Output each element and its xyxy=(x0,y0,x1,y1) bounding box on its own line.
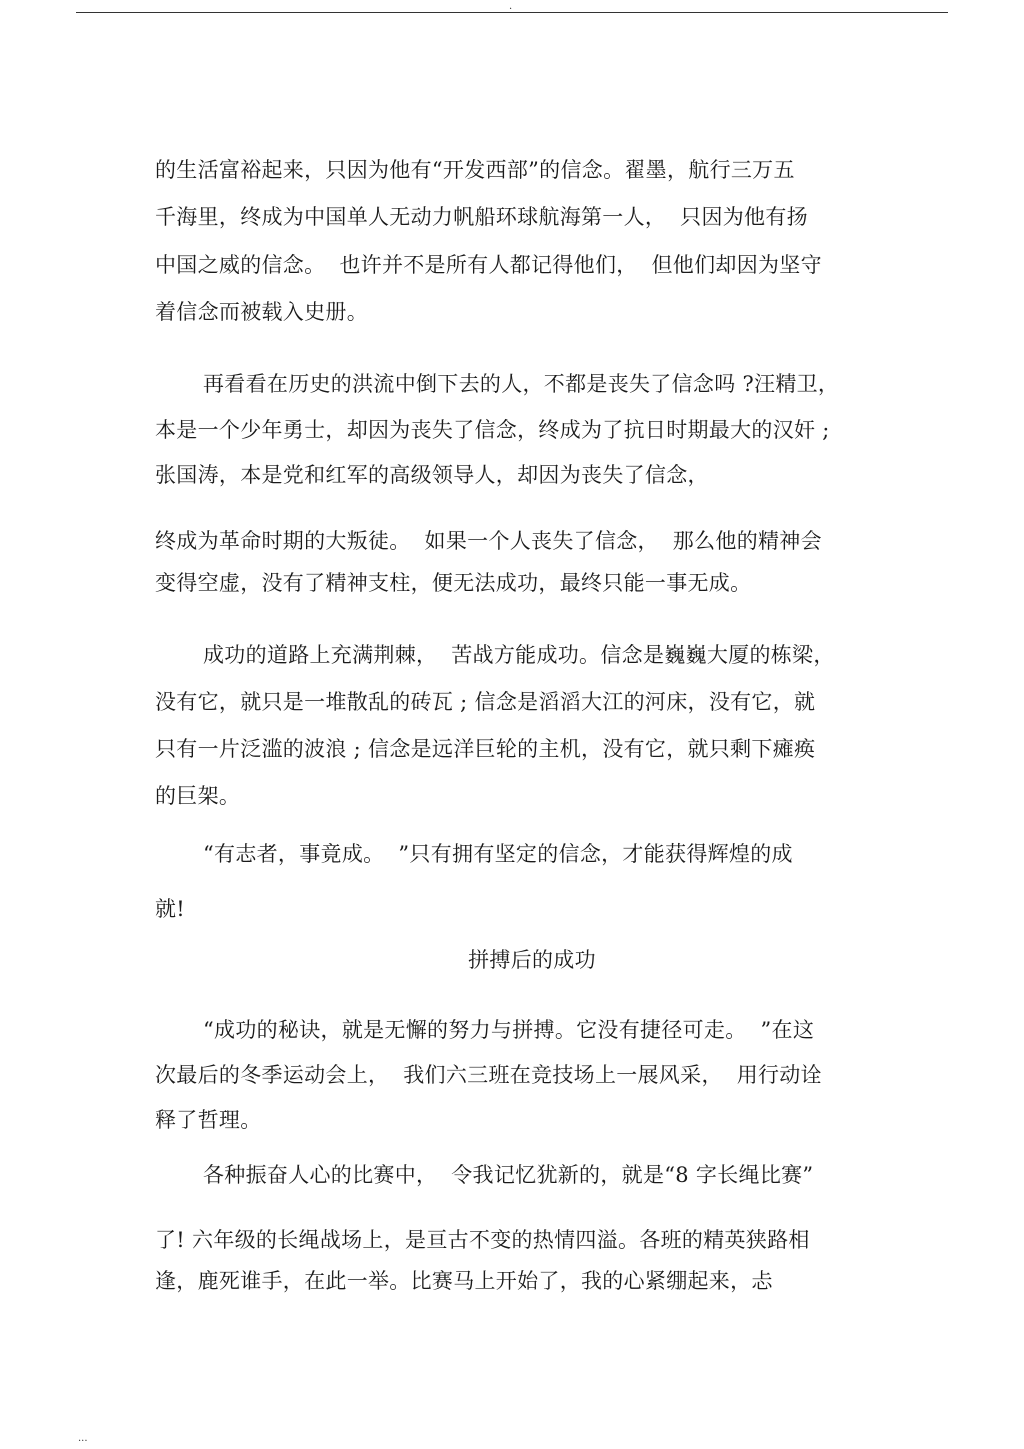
paragraph-line: “成功的秘诀，就是无懈的努力与拼搏。它没有捷径可走。 ”在这 xyxy=(203,1018,815,1042)
paragraph-line: “有志者，事竟成。 ”只有拥有坚定的信念，才能获得辉煌的成 xyxy=(203,842,793,866)
paragraph-line: 张国涛，本是党和红军的高级领导人，却因为丧失了信念， xyxy=(155,463,709,487)
paragraph-line: 了! 六年级的长绳战场上，是亘古不变的热情四溢。各班的精英狭路相 xyxy=(155,1228,810,1252)
paragraph-line: 终成为革命时期的大叛徒。 如果一个人丧失了信念， 那么他的精神会 xyxy=(155,529,822,553)
paragraph-line: 就! xyxy=(155,897,186,921)
paragraph-line: 逢，鹿死谁手，在此一举。比赛马上开始了，我的心紧绷起来，忐 xyxy=(155,1269,773,1293)
paragraph-line: 释了哲理。 xyxy=(155,1108,262,1132)
paragraph-line: 没有它，就只是一堆散乱的砖瓦 ; 信念是滔滔大江的河床，没有它，就 xyxy=(155,690,816,714)
paragraph-line: 本是一个少年勇士，却因为丧失了信念，终成为了抗日时期最大的汉奸 ; xyxy=(155,418,830,442)
header-rule xyxy=(76,12,948,13)
paragraph-line: 次最后的冬季运动会上， 我们六三班在竞技场上一展风采， 用行动诠 xyxy=(155,1063,822,1087)
paragraph-line: 只有一片泛滥的波浪 ; 信念是远洋巨轮的主机，没有它，就只剩下瘫痪 xyxy=(155,737,816,761)
paragraph-line: 千海里，终成为中国单人无动力帆船环球航海第一人， 只因为他有扬 xyxy=(155,205,808,229)
header-mark: . xyxy=(509,1,513,12)
paragraph-line: 中国之威的信念。 也许并不是所有人都记得他们， 但他们却因为坚守 xyxy=(155,253,822,277)
paragraph-line: 的生活富裕起来，只因为他有“开发西部”的信念。翟墨，航行三万五 xyxy=(155,158,795,182)
paragraph-line: 各种振奋人心的比赛中， 令我记忆犹新的，就是“8 字长绳比赛” xyxy=(203,1163,814,1187)
paragraph-line: 再看看在历史的洪流中倒下去的人，不都是丧失了信念吗 ?汪精卫， xyxy=(203,372,840,396)
paragraph-line: 变得空虚，没有了精神支柱，便无法成功，最终只能一事无成。 xyxy=(155,571,752,595)
paragraph-line: 的巨架。 xyxy=(155,784,241,808)
paragraph-line: 成功的道路上充满荆棘， 苦战方能成功。信念是巍巍大厦的栋梁， xyxy=(203,643,835,667)
paragraph-line: 着信念而被载入史册。 xyxy=(155,300,368,324)
footer-mark: ... xyxy=(78,1433,88,1444)
section-title: 拼搏后的成功 xyxy=(468,948,596,972)
